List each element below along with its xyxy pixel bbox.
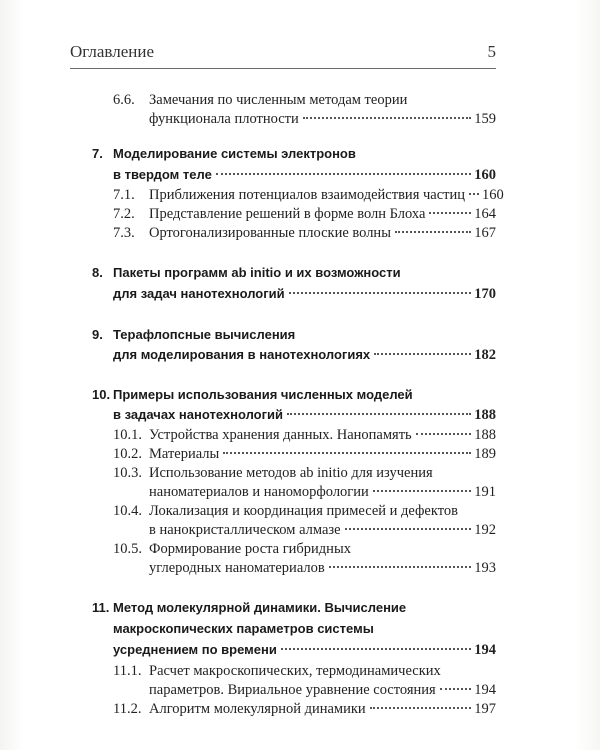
toc-page-number: 197 (474, 701, 496, 717)
dot-leader (374, 353, 471, 355)
toc-chapter-leader-line (113, 404, 496, 426)
dot-leader (416, 433, 472, 435)
running-header-title: Оглавление (70, 42, 154, 61)
toc-page-number: 170 (474, 286, 496, 302)
toc-entry-text: Приближения потенциалов взаимодействия частиц (149, 187, 466, 203)
toc-entry-number: 10.2. (113, 446, 142, 462)
dot-leader (289, 292, 472, 294)
toc-page-number: 159 (474, 111, 496, 127)
dot-leader (287, 413, 471, 415)
dot-leader (395, 231, 471, 233)
toc-chapter-title-line (113, 618, 496, 640)
toc-chapter-text: макроскопических параметров системы (113, 621, 374, 636)
toc-page-number: 194 (474, 642, 496, 658)
toc-chapter-text: Терафлопсные вычисления (113, 327, 296, 342)
toc-entry-number: 10.1. (113, 427, 142, 443)
toc-entry-number: 7.2. (113, 206, 135, 222)
toc-chapter-title-line (113, 143, 496, 165)
toc-chapter-text: в твердом теле (113, 167, 212, 182)
toc-entry-text: Использование методов ab initio для изучения (149, 465, 433, 481)
toc-page-number: 167 (474, 225, 496, 241)
toc-entry-text: Расчет макроскопических, термодинамических (149, 663, 441, 679)
dot-leader (216, 173, 471, 175)
toc-page-number: 160 (474, 167, 496, 183)
toc-entry-number: 6.6. (113, 92, 135, 108)
dot-leader (429, 212, 471, 214)
dot-leader (223, 452, 471, 454)
toc-entry-number: 11.2. (113, 701, 142, 717)
running-header-page-number: 5 (487, 42, 496, 61)
toc-entry-text: Формирование роста гибридных (149, 541, 351, 557)
toc-entry-text: Алгоритм молекулярной динамики (149, 701, 366, 717)
toc-entry-number: 10.4. (113, 503, 142, 519)
toc-chapter-text: Метод молекулярной динамики. Вычисление (113, 600, 407, 615)
toc-chapter-text: Примеры использования численных моделей (113, 387, 413, 402)
toc-entry-number: 7.3. (113, 225, 135, 241)
toc-page-number: 182 (474, 347, 496, 363)
toc-page-number: 192 (474, 522, 496, 538)
toc-page-number: 188 (474, 427, 496, 443)
dot-leader (303, 117, 471, 119)
toc-page-number: 191 (474, 484, 496, 500)
toc-entry-text: Представление решений в форме волн Блоха (149, 206, 426, 222)
toc-page-number: 189 (474, 446, 496, 462)
toc-chapter-text: для моделирования в нанотехнологиях (113, 347, 371, 362)
toc-chapter-number: 9. (92, 327, 103, 342)
toc-chapter-text: усреднением по времени (113, 642, 277, 657)
toc-page-number: 193 (474, 560, 496, 576)
toc-chapter-title-line (113, 324, 496, 346)
toc-chapter-title-line (113, 262, 496, 284)
toc-entry-leader-line (149, 698, 496, 720)
toc-entry-text: Ортогонализированные плоские волны (149, 225, 391, 241)
toc-chapter-title-line (113, 384, 496, 406)
toc-page-number: 194 (474, 682, 496, 698)
toc-entry-number: 10.5. (113, 541, 142, 557)
toc-entry-text: параметров. Вириальное уравнение состояния (149, 682, 436, 698)
toc-page-number: 160 (482, 187, 504, 203)
toc-chapter-text: Пакеты программ ab initio и их возможности (113, 265, 401, 280)
toc-entry-text: функционала плотности (149, 111, 299, 127)
dot-leader (345, 528, 472, 530)
toc-chapter-number: 7. (92, 146, 103, 161)
toc-page-number: 188 (474, 407, 496, 423)
toc-chapter-leader-line (113, 164, 496, 186)
dot-leader (281, 648, 471, 650)
toc-entry-text: Материалы (149, 446, 220, 462)
toc-chapter-leader-line (113, 639, 496, 661)
toc-chapter-number: 11. (92, 600, 110, 615)
toc-entry-number: 11.1. (113, 663, 142, 679)
toc-chapter-title-line (113, 597, 496, 619)
toc-entry-text: Устройства хранения данных. Нанопамять (149, 427, 412, 443)
toc-chapter-text: в задачах нанотехнологий (113, 407, 284, 422)
toc-entry-leader-line (149, 108, 496, 130)
toc-entry-leader-line (149, 557, 496, 579)
toc-entry-leader-line (149, 222, 496, 244)
toc-entry-number: 7.1. (113, 187, 135, 203)
toc-chapter-number: 8. (92, 265, 103, 280)
toc-entry-text: Замечания по численным методам теории (149, 92, 408, 108)
toc-entry-text: Локализация и координация примесей и дефектов (149, 503, 458, 519)
toc-chapter-leader-line (113, 283, 496, 305)
toc-chapter-text: Моделирование системы электронов (113, 146, 356, 161)
toc-chapter-leader-line (113, 344, 496, 366)
dot-leader (329, 566, 472, 568)
dot-leader (440, 688, 472, 690)
toc-page-number: 164 (474, 206, 496, 222)
dot-leader (469, 193, 479, 195)
toc-entry-text: углеродных наноматериалов (149, 560, 325, 576)
dot-leader (373, 490, 471, 492)
toc-chapter-number: 10. (92, 387, 111, 402)
toc-entry-text: наноматериалов и наноморфологии (149, 484, 369, 500)
toc-entry-text: в нанокристаллическом алмазе (149, 522, 341, 538)
toc-entry-number: 10.3. (113, 465, 142, 481)
toc-chapter-text: для задач нанотехнологий (113, 286, 285, 301)
dot-leader (370, 707, 472, 709)
